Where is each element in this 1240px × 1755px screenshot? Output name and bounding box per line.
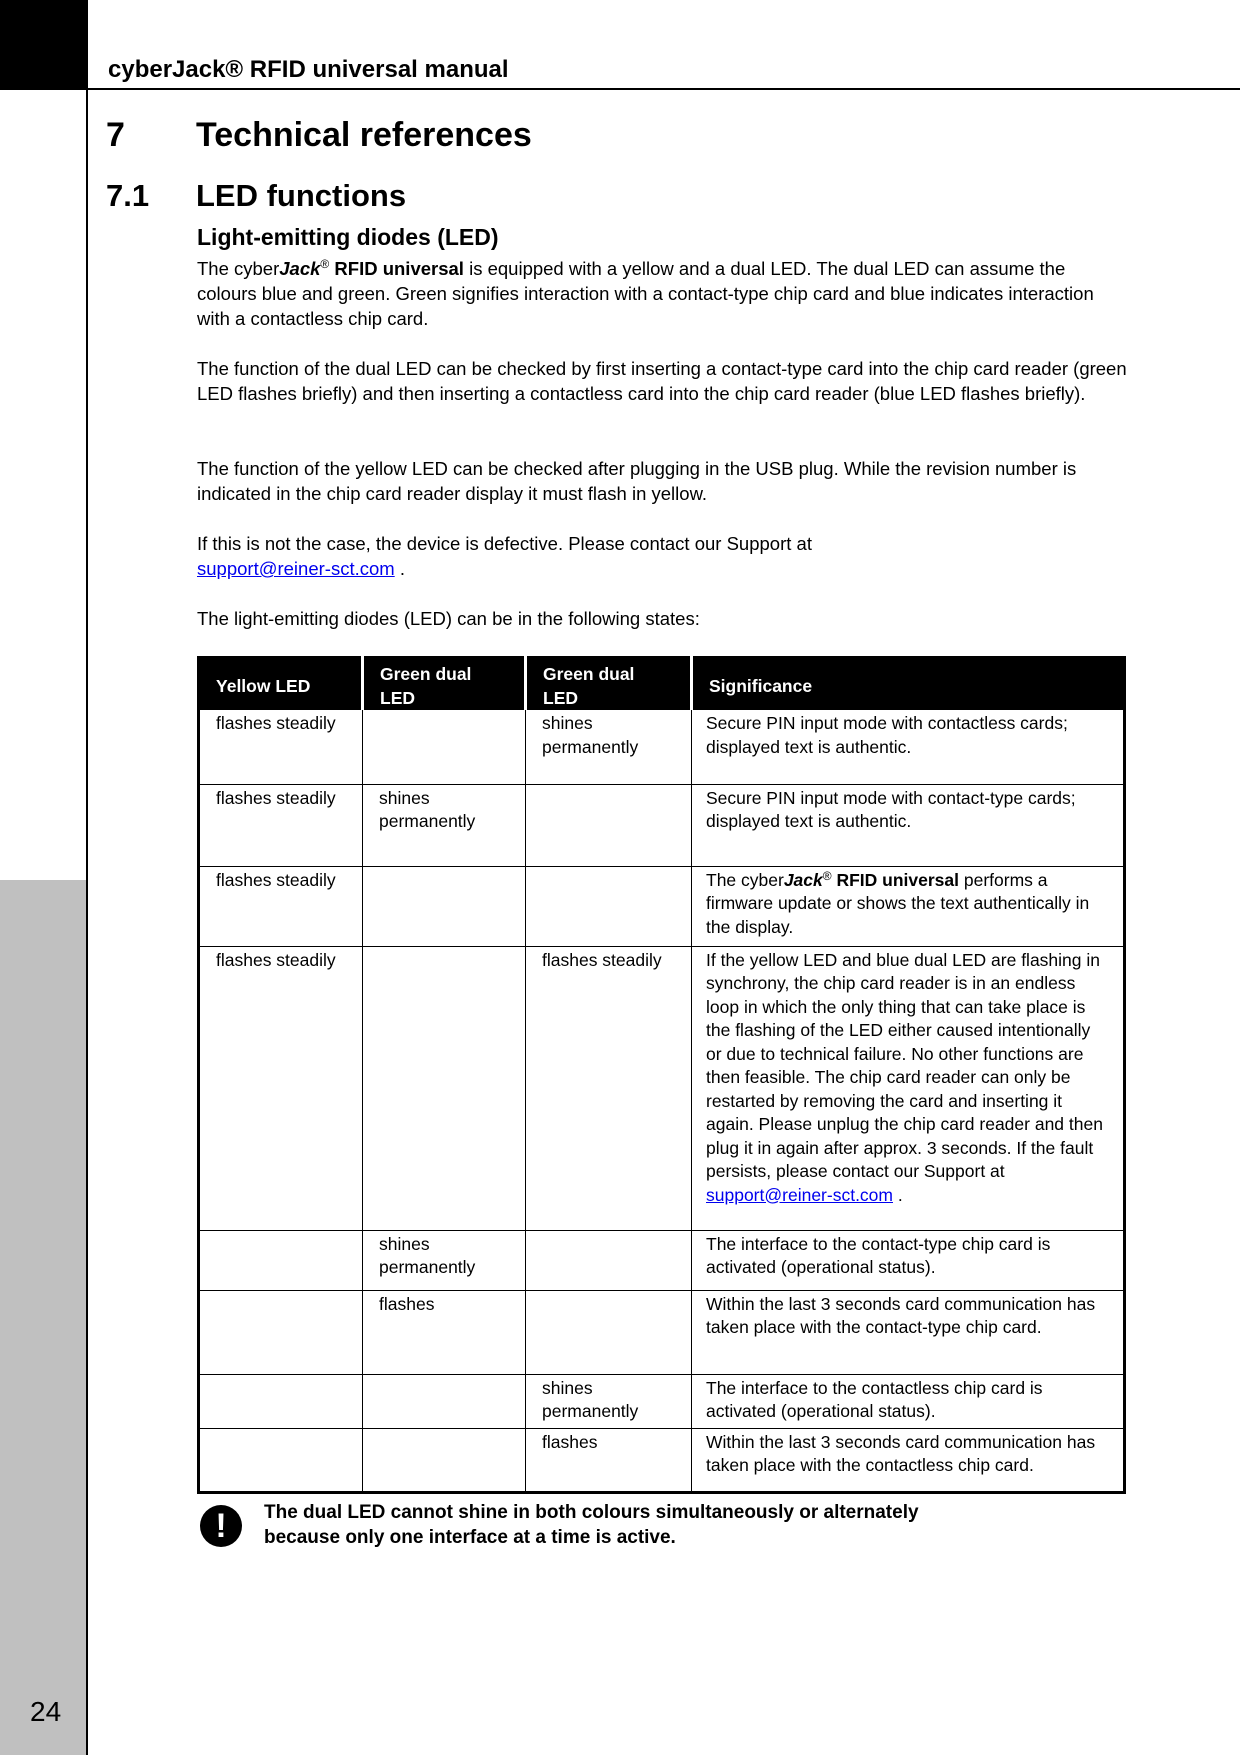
cell-yellow: [199, 1230, 363, 1290]
cell-yellow: [199, 1428, 363, 1492]
table-row: [199, 1374, 1125, 1428]
cell-yellow: [199, 1290, 363, 1374]
table-row: [199, 1290, 1125, 1374]
margin-rule: [86, 0, 88, 1755]
intro-paragraph-5: [197, 606, 1127, 631]
cell-yellow: [199, 1374, 363, 1428]
cell-blue: [526, 1230, 692, 1290]
cell-blue: flashes steadily: [526, 946, 692, 1230]
page-sidebar: [0, 880, 86, 1755]
cell-green: [363, 710, 526, 784]
cell-blue: [526, 1290, 692, 1374]
cell-significance: The interface to the contactless chip card is activated (operational status).: [692, 1374, 1125, 1428]
subsection-number: 7.1: [106, 178, 150, 213]
header-corner-block: [0, 0, 88, 90]
sig-end: .: [893, 1184, 903, 1205]
header-green-dual-led-2: Green dual LED: [526, 658, 692, 711]
section-number: 7: [106, 116, 125, 154]
cell-yellow: flashes steadily: [199, 866, 363, 946]
cell-blue: shines permanently: [526, 710, 692, 784]
table-row: [199, 710, 1125, 784]
cell-significance: Within the last 3 seconds card communication has taken place with the contactless chip card.: [706, 1431, 1096, 1475]
product-name: RFID universal: [329, 258, 464, 279]
p4-end: .: [394, 558, 405, 579]
cell-yellow: flashes steadily: [199, 946, 363, 1230]
support-email-link[interactable]: support@reiner-sct.com: [706, 1184, 893, 1205]
cell-significance: Within the last 3 seconds card communication has taken place with the contact-type chip card.: [692, 1290, 1125, 1374]
header-significance: Significance: [692, 658, 1125, 711]
note-text: The dual LED cannot shine in both colours simultaneously or alternately because only one interface at a time is active.: [264, 1502, 919, 1548]
cell-significance: [692, 946, 1125, 1230]
table-row: [199, 784, 1125, 866]
p5-text: The light-emitting diodes (LED) can be in the following states:: [197, 608, 700, 629]
p2-text: The function of the dual LED can be checked by first inserting a contact-type card into the chip card reader (green LED flashes briefly) and then inserting a contactless card into the chip card reader (blue LED flashes briefly).: [197, 358, 1127, 404]
registered-mark: ®: [822, 868, 832, 883]
running-header: cyberJack® RFID universal manual: [108, 56, 509, 83]
cell-green: [363, 866, 526, 946]
cell-green: flashes: [363, 1290, 526, 1374]
cell-yellow: flashes steadily: [199, 784, 363, 866]
p3-text: The function of the yellow LED can be checked after plugging in the USB plug. While the revision number is indicated in the chip card reader display it must flash in yellow.: [197, 458, 1077, 504]
table-row: [199, 946, 1125, 1230]
table-row: [199, 866, 1125, 946]
header-yellow-led: Yellow LED: [199, 658, 363, 711]
p1-text-rest: is equipped with a yellow and a dual LED. The dual LED can assume the colours blue and green. Green signifies interaction with a contact-type chip card and blue indicates interaction with a contactless chip card.: [197, 258, 1094, 329]
cell-green: [363, 1374, 526, 1428]
product-name: RFID universal: [831, 869, 959, 890]
cell-significance: The interface to the contact-type chip card is activated (operational status).: [692, 1230, 1125, 1290]
p1-text: The cyber: [197, 258, 280, 279]
section-title: Technical references: [196, 116, 532, 154]
table-header-row: [199, 658, 1125, 711]
header-green-dual-led: Green dual LED: [363, 658, 526, 711]
cell-blue: [526, 784, 692, 866]
cell-green: [363, 946, 526, 1230]
table-row: [199, 1428, 1125, 1492]
intro-paragraph-1: [197, 256, 1127, 331]
intro-paragraph-3: [197, 456, 1127, 506]
support-email-link[interactable]: support@reiner-sct.com: [197, 558, 395, 579]
cell-blue: flashes: [526, 1428, 692, 1492]
brand-jack: Jack: [783, 869, 823, 890]
table-row: [199, 1230, 1125, 1290]
sig-text: The cyber: [706, 869, 784, 890]
intro-paragraph-4: [197, 531, 1127, 581]
cell-significance: Secure PIN input mode with contact-type cards; displayed text is authentic.: [692, 784, 1125, 866]
exclamation-icon: !: [200, 1505, 242, 1547]
page-number: 24: [30, 1696, 62, 1727]
cell-significance: [692, 866, 1125, 946]
intro-paragraph-2: [197, 356, 1127, 406]
sig-text: If the yellow LED and blue dual LED are flashing in synchrony, the chip card reader is in an endless loop in which the only thing that can take place is the flashing of the LED either caused intentionally or due to technical failure. No other functions are then feasible. The chip card reader can only be restarted by removing the card and inserting it again. Please unplug the chip card reader and then plug it in again after approx. 3 seconds. If the fault persists, please contact our Support at: [706, 949, 1103, 1181]
subsection-title: LED functions: [196, 178, 407, 213]
cell-significance: Secure PIN input mode with contactless cards; displayed text is authentic.: [692, 710, 1125, 784]
section-heading: [106, 116, 532, 155]
cell-yellow: flashes steadily: [199, 710, 363, 784]
subheading: Light-emitting diodes (LED): [197, 224, 499, 250]
led-states-table: [197, 656, 1126, 1494]
cell-green: shines permanently: [363, 1230, 526, 1290]
header-rule: [88, 88, 1240, 90]
cell-blue: shines permanently: [526, 1374, 692, 1428]
cell-blue: [526, 866, 692, 946]
subsection-heading: [106, 178, 406, 214]
registered-mark: ®: [320, 257, 330, 271]
p4-text: If this is not the case, the device is defective. Please contact our Support at: [197, 533, 812, 554]
cell-green: [363, 1428, 526, 1492]
brand-jack: Jack: [279, 258, 321, 279]
cell-green: shines permanently: [363, 784, 526, 866]
sig-text-rest: performs a firmware update or shows the text authentically in the display.: [706, 869, 1090, 937]
